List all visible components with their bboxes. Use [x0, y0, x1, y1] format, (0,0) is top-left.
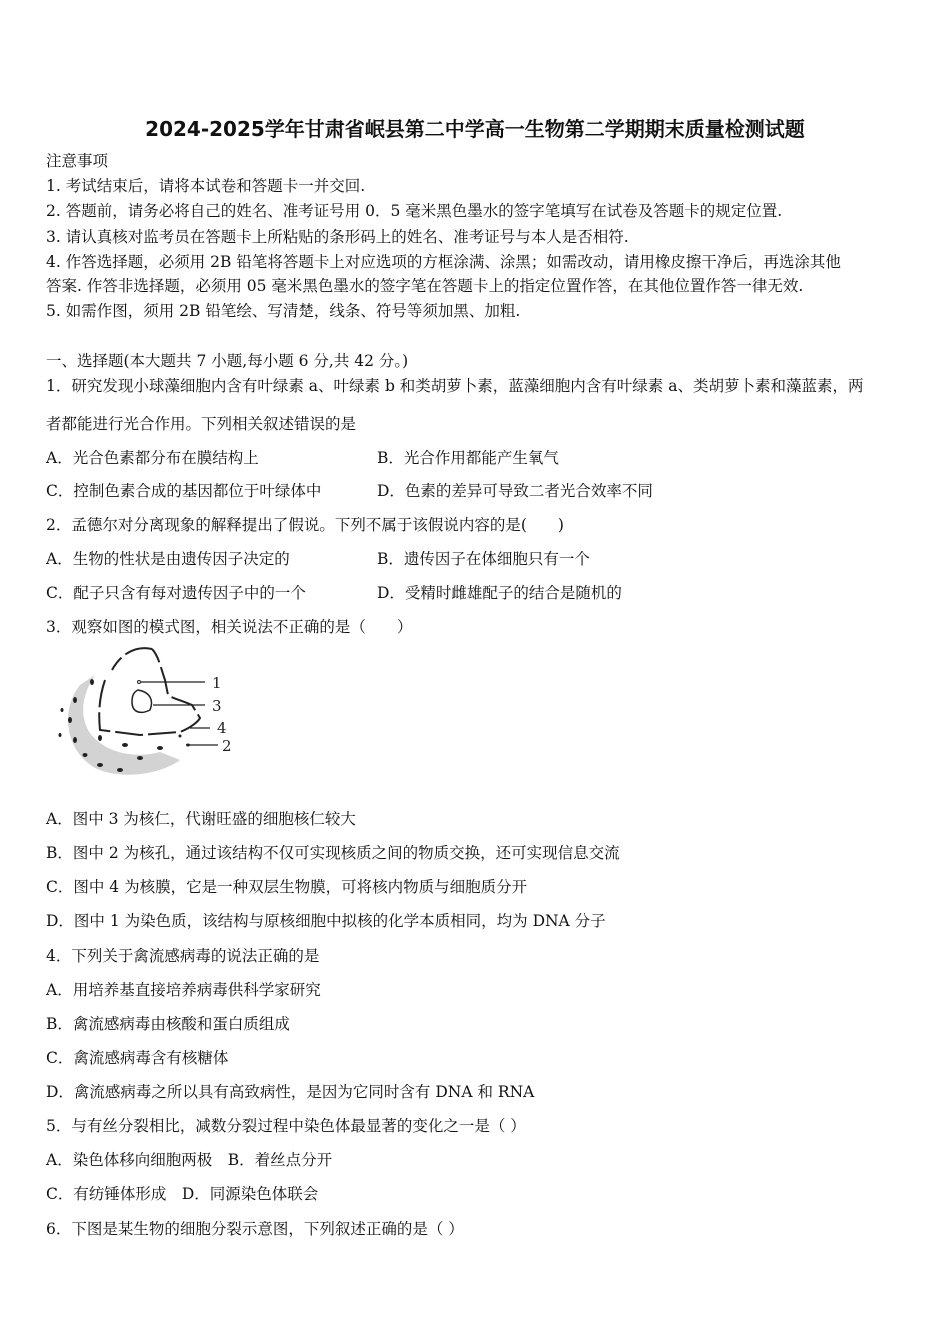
q6-stem: 6．下图是某生物的细胞分裂示意图，下列叙述正确的是（ ）	[46, 1220, 464, 1238]
q4-option-a: A．用培养基直接培养病毒供科学家研究	[46, 981, 321, 999]
q2-option-c: C．配子只含有每对遗传因子中的一个	[46, 584, 306, 602]
figure-label-1: 1	[212, 674, 222, 692]
note-item: 4. 作答选择题，必须用 2B 铅笔将答题卡上对应选项的方框涂满、涂黑；如需改动，请用橡皮擦干净后，再选涂其他	[46, 253, 841, 271]
figure-label-2: 2	[222, 737, 232, 755]
q1-stem-cont: 者都能进行光合作用。下列相关叙述错误的是	[46, 415, 357, 433]
q1-option-d: D．色素的差异可导致二者光合效率不同	[377, 482, 653, 500]
q2-option-a: A．生物的性状是由遗传因子决定的	[46, 550, 290, 568]
figure-label-4: 4	[217, 719, 227, 737]
note-item: 3. 请认真核对监考员在答题卡上所粘贴的条形码上的姓名、准考证号与本人是否相符.	[46, 228, 629, 246]
q1-option-c: C．控制色素合成的基因都位于叶绿体中	[46, 482, 322, 500]
q4-option-c: C．禽流感病毒含有核糖体	[46, 1049, 229, 1067]
q1-option-b: B．光合作用都能产生氧气	[377, 449, 559, 467]
q4-stem: 4．下列关于禽流感病毒的说法正确的是	[46, 947, 320, 965]
page-title: 2024-2025学年甘肃省岷县第二中学高一生物第二学期期末质量检测试题	[145, 117, 805, 141]
q2-stem: 2．孟德尔对分离现象的解释提出了假说。下列不属于该假说内容的是( )	[46, 516, 564, 534]
q1-option-a: A．光合色素都分布在膜结构上	[46, 449, 259, 467]
q1-stem: 1．研究发现小球藻细胞内含有叶绿素 a、叶绿素 b 和类胡萝卜素，蓝藻细胞内含有叶绿素 a、类胡萝卜素和藻蓝素，两	[46, 377, 864, 395]
figure-label-3: 3	[212, 697, 222, 715]
note-item: 5. 如需作图，须用 2B 铅笔绘、写清楚，线条、符号等须加黑、加粗.	[46, 302, 521, 320]
notes-header: 注意事项	[46, 152, 109, 170]
q3-option-b: B．图中 2 为核孔，通过该结构不仅可实现核质之间的物质交换，还可实现信息交流	[46, 844, 620, 862]
q2-option-d: D．受精时雌雄配子的结合是随机的	[377, 584, 622, 602]
q4-option-d: D．禽流感病毒之所以具有高致病性，是因为它同时含有 DNA 和 RNA	[46, 1083, 535, 1101]
nucleus-diagram	[40, 640, 260, 780]
q2-option-b: B．遗传因子在体细胞只有一个	[377, 550, 590, 568]
q3-option-d: D．图中 1 为染色质，该结构与原核细胞中拟核的化学本质相同，均为 DNA 分子	[46, 912, 606, 930]
q5-stem: 5．与有丝分裂相比，减数分裂过程中染色体最显著的变化之一是（ ）	[46, 1117, 526, 1135]
q4-option-b: B．禽流感病毒由核酸和蛋白质组成	[46, 1015, 290, 1033]
note-item: 2. 答题前，请务必将自己的姓名、准考证号用 0．5 毫米黑色墨水的签字笔填写在试卷及答题卡的规定位置.	[46, 202, 783, 220]
q5-options-cd: C．有纺锤体形成 D．同源染色体联会	[46, 1185, 319, 1203]
note-item: 1. 考试结束后，请将本试卷和答题卡一并交回.	[46, 177, 366, 195]
section-heading: 一、选择题(本大题共 7 小题,每小题 6 分,共 42 分。)	[46, 352, 409, 370]
q3-option-c: C．图中 4 为核膜，它是一种双层生物膜，可将核内物质与细胞质分开	[46, 878, 528, 896]
q5-options-ab: A．染色体移向细胞两极 B．着丝点分开	[46, 1151, 333, 1169]
q3-option-a: A．图中 3 为核仁，代谢旺盛的细胞核仁较大	[46, 810, 356, 828]
q3-stem: 3．观察如图的模式图，相关说法不正确的是（ ）	[46, 618, 413, 636]
note-item: 答案. 作答非选择题，必须用 05 毫米黑色墨水的签字笔在答题卡上的指定位置作答，在其他位置作答一律无效.	[46, 277, 804, 295]
